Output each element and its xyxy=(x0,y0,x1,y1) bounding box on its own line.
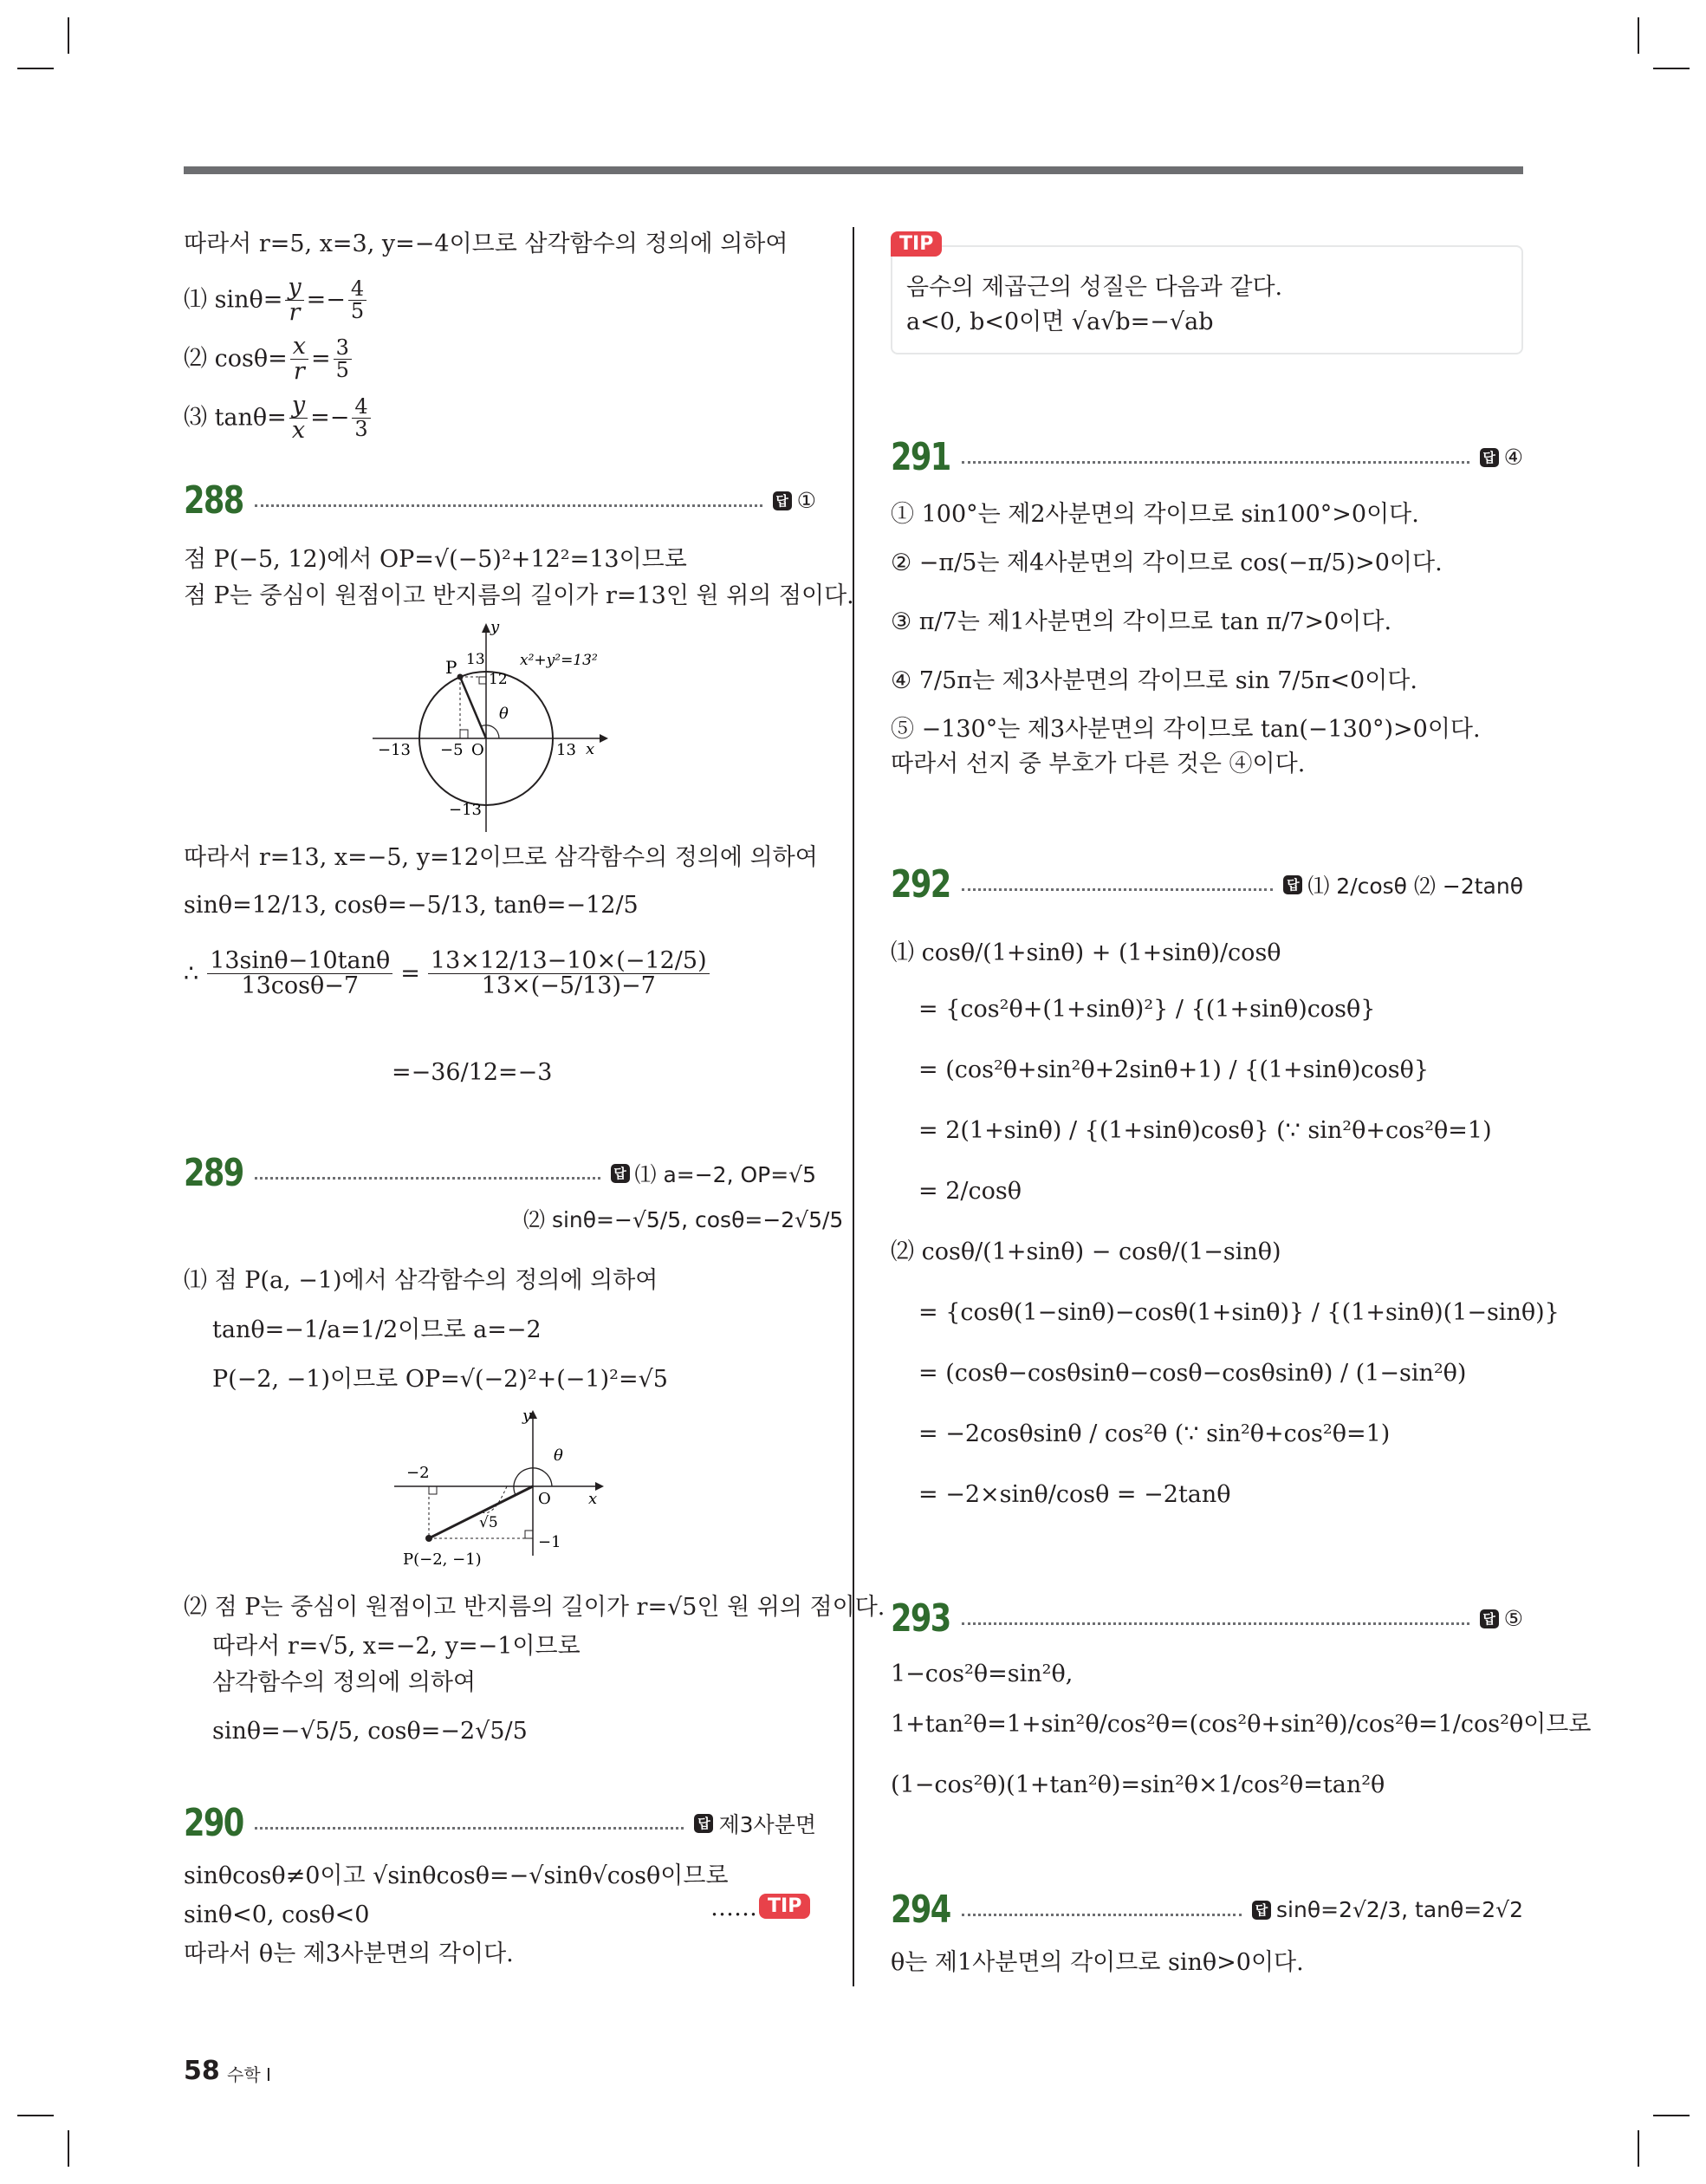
answer-icon: 답 xyxy=(773,491,792,510)
p292-s2: = {cos²θ+(1+sinθ)²} / {(1+sinθ)cosθ} xyxy=(918,996,1376,1023)
p291-line-2: ② −π/5는 제4사분면의 각이므로 cos(−π/5)>0이다. xyxy=(891,549,1443,576)
fraction: $\frac{y}{r}$ xyxy=(285,276,303,326)
answer: 답 ⑴ a=−2, OP=√5 xyxy=(611,1158,817,1189)
right-angle xyxy=(479,677,486,684)
label-x: x xyxy=(588,1490,598,1508)
p290-line-2: sinθ<0, cosθ<0 xyxy=(184,1901,370,1928)
answer-icon: 답 xyxy=(694,1814,713,1833)
problem-288-header xyxy=(184,478,816,523)
p288-result: =−36/12=−3 xyxy=(392,1059,553,1086)
right-angle xyxy=(525,1531,533,1538)
crop-mark xyxy=(68,2130,69,2167)
p289-line-2: tanθ=−1/a=1/2이므로 a=−2 xyxy=(212,1316,542,1343)
label-x: x xyxy=(586,740,595,758)
intro-cos-label: ⑵ cosθ= xyxy=(184,345,288,373)
label-theta: θ xyxy=(499,705,509,723)
label-sqrt5: √5 xyxy=(479,1514,498,1531)
label-minus2: −2 xyxy=(406,1464,430,1482)
dotted-leader xyxy=(255,1177,600,1180)
problem-294-header xyxy=(891,1888,1523,1932)
p293-line-2: 1+tan²θ=1+sin²θ/cos²θ=(cos²θ+sin²θ)/cos²θ=1/cos²θ이므로 xyxy=(891,1711,1592,1738)
answer: 답 ⑴ 2/cosθ ⑵ −2tanθ xyxy=(1283,869,1523,900)
radius-op xyxy=(460,677,486,738)
fraction: $\frac{x}{r}$ xyxy=(290,335,308,385)
answer: 답 sinθ=2√2/3, tanθ=2√2 xyxy=(1252,1897,1523,1922)
p291-line-6: 따라서 선지 중 부호가 다른 것은 ④이다. xyxy=(891,751,1306,777)
p294-line-1: θ는 제1사분면의 각이므로 sinθ>0이다. xyxy=(891,1949,1304,1976)
label-theta: θ xyxy=(554,1446,563,1465)
tip-line-2: a<0, b<0이면 √a√b=−√ab xyxy=(906,309,1214,335)
label-13: 13 xyxy=(466,651,485,668)
problem-number: 293 xyxy=(891,1596,950,1641)
label-p: P(−2, −1) xyxy=(403,1550,482,1569)
dotted-leader xyxy=(962,1914,1242,1916)
p290-line-3: 따라서 θ는 제3사분면의 각이다. xyxy=(184,1940,514,1967)
p292-t2: = {cosθ(1−sinθ)−cosθ(1+sinθ)} / {(1+sinθ)(1−sinθ)} xyxy=(918,1299,1560,1326)
answer: 답 제3사분면 xyxy=(694,1808,816,1839)
fraction: $\frac{13\sin\theta-10\tan\theta}{13\cos\theta-7}$ xyxy=(207,949,392,999)
crop-mark xyxy=(17,68,54,69)
label-minus13: −13 xyxy=(378,741,411,759)
p290-line-1: sinθcosθ≠0이고 √sinθcosθ=−√sinθ√cosθ이므로 xyxy=(184,1862,729,1889)
answer-icon: 답 xyxy=(1252,1901,1271,1920)
problem-290-header xyxy=(184,1801,816,1845)
p291-line-1: ① 100°는 제2사분면의 각이므로 sin100°>0이다. xyxy=(891,501,1419,528)
label-p: P xyxy=(445,657,457,678)
p292-t4: = −2cosθsinθ / cos²θ (∵ sin²θ+cos²θ=1) xyxy=(918,1420,1391,1447)
answer: 답 ⑤ xyxy=(1480,1606,1523,1631)
p289-answer-2: ⑵ sinθ=−√5/5, cosθ=−2√5/5 xyxy=(523,1207,844,1232)
p292-s1: ⑴ cosθ/(1+sinθ) + (1+sinθ)/cosθ xyxy=(891,939,1281,966)
header-bar xyxy=(184,166,1523,174)
p290-tip-leader: …… xyxy=(710,1895,757,1921)
crop-mark xyxy=(1638,2130,1639,2167)
p291-line-5: ⑤ −130°는 제3사분면의 각이므로 tan(−130°)>0이다. xyxy=(891,716,1481,743)
intro-sin-label: ⑴ sinθ= xyxy=(184,286,283,314)
point-p xyxy=(457,674,464,680)
problem-number: 288 xyxy=(184,478,243,523)
p292-t5: = −2×sinθ/cosθ = −2tanθ xyxy=(918,1481,1231,1508)
label-minus1: −1 xyxy=(538,1533,561,1551)
p289-figure xyxy=(394,1408,619,1577)
dotted-leader xyxy=(255,504,762,507)
p293-line-1: 1−cos²θ=sin²θ, xyxy=(891,1661,1074,1687)
p289-line-3: P(−2, −1)이므로 OP=√(−2)²+(−1)²=√5 xyxy=(212,1366,668,1393)
problem-number: 292 xyxy=(891,862,950,907)
problem-289-header xyxy=(184,1151,816,1195)
answer-icon: 답 xyxy=(1283,875,1302,894)
p288-expression: ∴ $\frac{13\sin\theta-10\tan\theta}{13\cos\theta-7}$ = $\frac{13\times 12/13-10\times(-12/5)}{13\times(-5/13)-7}$ xyxy=(184,949,712,999)
problem-292-header xyxy=(891,862,1523,907)
p289-line-7: sinθ=−√5/5, cosθ=−2√5/5 xyxy=(212,1718,528,1745)
label-minus13-y: −13 xyxy=(449,801,482,819)
problem-number: 294 xyxy=(891,1888,950,1932)
point-p xyxy=(425,1535,432,1542)
crop-mark xyxy=(1653,68,1690,69)
fraction: $\frac{y}{x}$ xyxy=(289,393,308,444)
p292-s4: = 2(1+sinθ) / {(1+sinθ)cosθ} (∵ sin²θ+cos²θ=1) xyxy=(918,1117,1492,1144)
column-divider xyxy=(853,227,854,1986)
p291-line-3: ③ π/7는 제1사분면의 각이므로 tan π/7>0이다. xyxy=(891,608,1392,635)
p289-line-1: ⑴ 점 P(a, −1)에서 삼각함수의 정의에 의하여 xyxy=(184,1267,658,1294)
label-y: y xyxy=(490,620,500,636)
p292-t3: = (cosθ−cosθsinθ−cosθ−cosθsinθ) / (1−sin²θ) xyxy=(918,1360,1467,1387)
right-angle xyxy=(460,730,468,738)
label-eq: x²+y²=13² xyxy=(520,652,598,669)
intro-line-1: 따라서 r=5, x=3, y=−4이므로 삼각함수의 정의에 의하여 xyxy=(184,231,788,257)
p289-line-4: ⑵ 점 P는 중심이 원점이고 반지름의 길이가 r=√5인 원 위의 점이다. xyxy=(184,1594,885,1621)
subject-label: 수학 I xyxy=(227,2064,271,2085)
answer-icon: 답 xyxy=(611,1164,630,1183)
problem-293-header xyxy=(891,1596,1523,1641)
fraction: $\frac{13\times 12/13-10\times(-12/5)}{13\times(-5/13)-7}$ xyxy=(428,949,710,999)
answer-icon: 답 xyxy=(1480,1609,1499,1628)
answer: 답 ④ xyxy=(1480,445,1523,470)
intro-tan: ⑶ tanθ= $\frac{y}{x}$ =− $\frac{4}{3}$ xyxy=(184,393,373,444)
p288-circle-figure xyxy=(373,620,632,832)
answer-icon: 답 xyxy=(1480,448,1499,467)
fraction: $\frac{4}{5}$ xyxy=(348,278,366,322)
crop-mark xyxy=(17,2115,54,2116)
right-angle xyxy=(429,1486,437,1494)
answer: 답 ① xyxy=(773,488,816,513)
label-o: O xyxy=(538,1490,551,1508)
dotted-leader xyxy=(962,888,1273,891)
p292-s3: = (cos²θ+sin²θ+2sinθ+1) / {(1+sinθ)cosθ} xyxy=(918,1056,1430,1083)
p290-tip-link[interactable]: TIP xyxy=(759,1894,810,1919)
crop-mark xyxy=(1638,17,1639,54)
p289-line-5: 따라서 r=√5, x=−2, y=−1이므로 xyxy=(212,1633,581,1660)
intro-sin: ⑴ sinθ= $\frac{y}{r}$ =− $\frac{4}{5}$ xyxy=(184,276,369,326)
label-y: y xyxy=(522,1408,532,1425)
p288-line-4: sinθ=12/13, cosθ=−5/13, tanθ=−12/5 xyxy=(184,892,639,919)
tip-tag: TIP xyxy=(891,231,942,257)
crop-mark xyxy=(68,17,69,54)
problem-number: 291 xyxy=(891,435,950,479)
p293-line-3: (1−cos²θ)(1+tan²θ)=sin²θ×1/cos²θ=tan²θ xyxy=(891,1771,1385,1798)
p292-t1: ⑵ cosθ/(1+sinθ) − cosθ/(1−sinθ) xyxy=(891,1238,1281,1265)
problem-number: 290 xyxy=(184,1801,243,1845)
fraction: $\frac{3}{5}$ xyxy=(334,337,352,381)
p289-line-6: 삼각함수의 정의에 의하여 xyxy=(212,1669,477,1696)
crop-mark xyxy=(1653,2115,1690,2116)
p288-line-1: 점 P(−5, 12)에서 OP=√(−5)²+12²=13이므로 xyxy=(184,546,687,573)
p292-s5: = 2/cosθ xyxy=(918,1178,1022,1205)
label-minus5: −5 xyxy=(440,741,464,759)
p291-line-4: ④ 7/5π는 제3사분면의 각이므로 sin 7/5π<0이다. xyxy=(891,667,1417,694)
fraction: $\frac{4}{3}$ xyxy=(352,396,370,440)
problem-291-header xyxy=(891,435,1523,479)
page-number: 58 xyxy=(184,2056,220,2086)
intro-tan-label: ⑶ tanθ= xyxy=(184,404,287,432)
p288-line-2: 점 P는 중심이 원점이고 반지름의 길이가 r=13인 원 위의 점이다. xyxy=(184,582,854,609)
dotted-leader xyxy=(255,1827,684,1830)
p288-line-3: 따라서 r=13, x=−5, y=12이므로 삼각함수의 정의에 의하여 xyxy=(184,844,818,871)
label-o: O xyxy=(471,741,484,759)
label-12: 12 xyxy=(489,671,508,688)
label-13-x: 13 xyxy=(556,741,576,759)
problem-number: 289 xyxy=(184,1151,243,1195)
dotted-leader xyxy=(962,1622,1469,1625)
y-arrow xyxy=(482,623,490,633)
intro-cos: ⑵ cosθ= $\frac{x}{r}$ = $\frac{3}{5}$ xyxy=(184,335,354,385)
tip-line-1: 음수의 제곱근의 성질은 다음과 같다. xyxy=(906,274,1283,301)
dotted-leader xyxy=(962,461,1469,464)
x-arrow xyxy=(600,734,608,743)
